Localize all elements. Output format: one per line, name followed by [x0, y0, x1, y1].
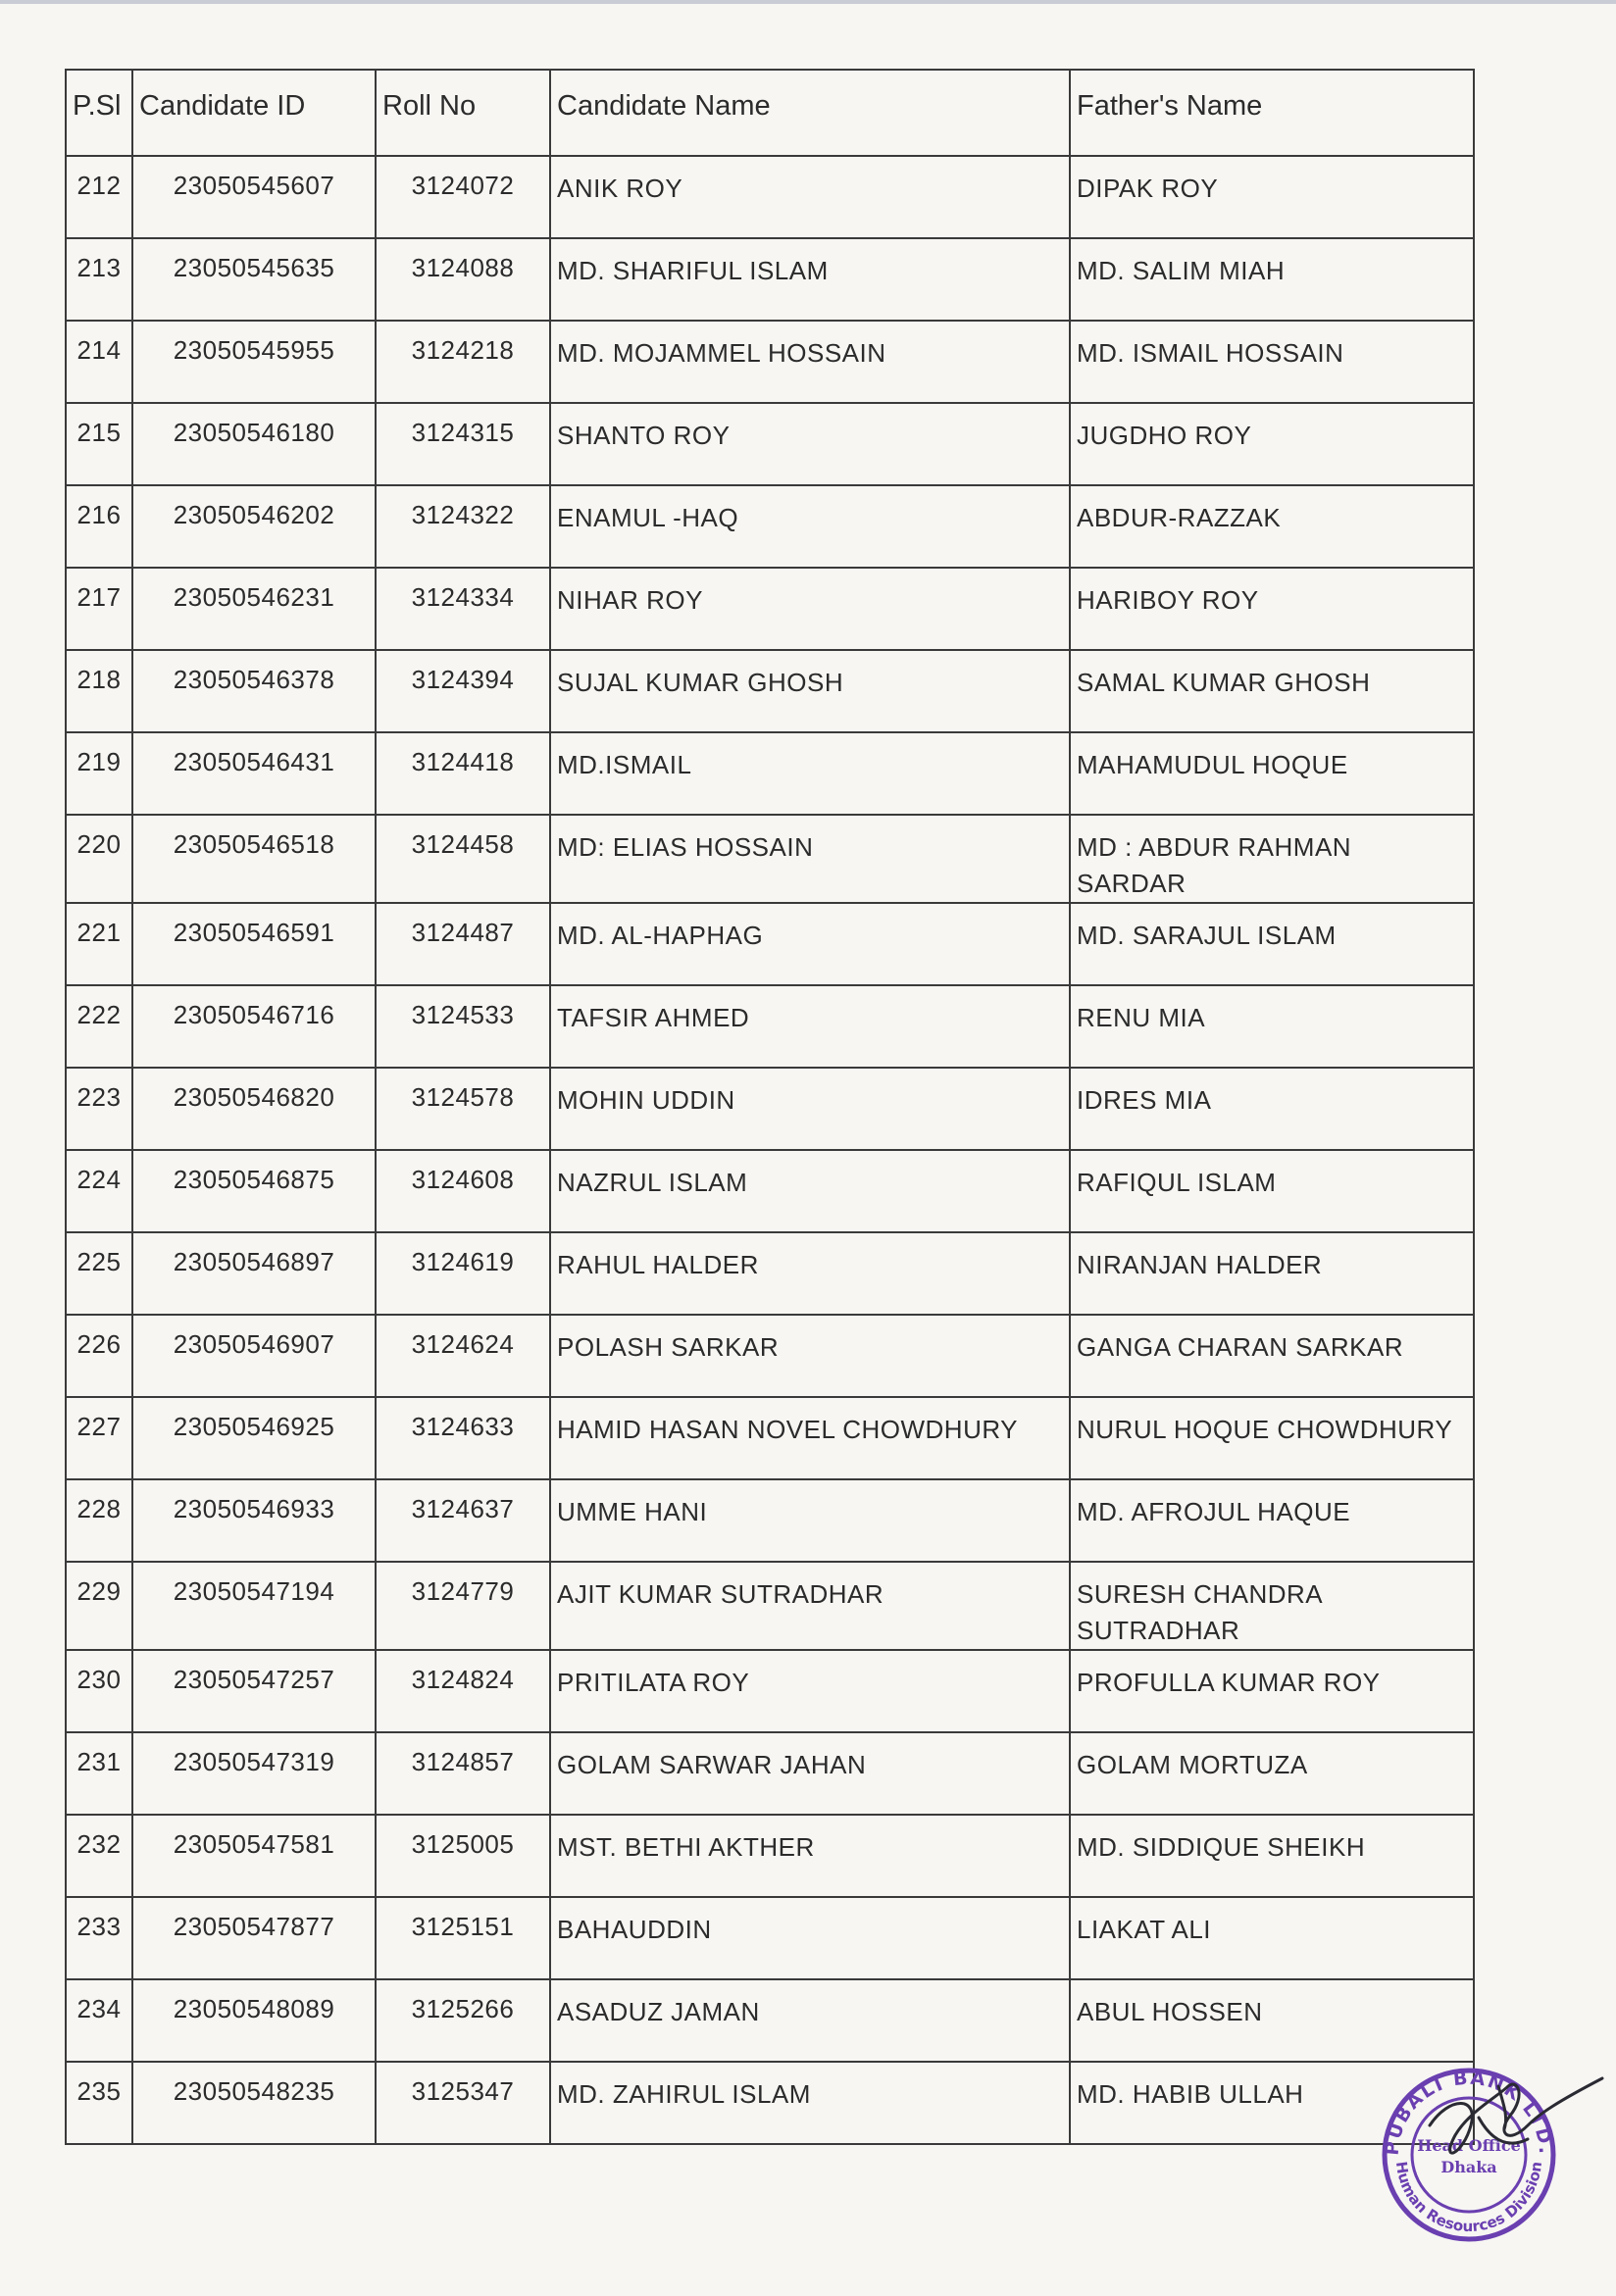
table-row: [66, 1479, 1474, 1562]
header-roll-no: Roll No: [376, 70, 550, 156]
cell-psl: 213: [66, 238, 132, 321]
cell-candidate-name: GOLAM SARWAR JAHAN: [550, 1732, 1070, 1815]
cell-candidate-name: MD. SHARIFUL ISLAM: [550, 238, 1070, 321]
cell-candidate-id: 23050547257: [132, 1650, 376, 1732]
cell-candidate-id: 23050546591: [132, 903, 376, 985]
table-row: [66, 485, 1474, 568]
cell-psl: 231: [66, 1732, 132, 1815]
cell-candidate-id: 23050547319: [132, 1732, 376, 1815]
cell-fathers-name: NURUL HOQUE CHOWDHURY: [1070, 1397, 1474, 1479]
table-row: [66, 403, 1474, 485]
cell-psl: 225: [66, 1232, 132, 1315]
cell-candidate-name: SUJAL KUMAR GHOSH: [550, 650, 1070, 732]
cell-psl: 235: [66, 2062, 132, 2144]
cell-candidate-name: MD. ZAHIRUL ISLAM: [550, 2062, 1070, 2144]
cell-fathers-name: MD : ABDUR RAHMAN SARDAR: [1070, 815, 1474, 903]
table-row: [66, 238, 1474, 321]
cell-candidate-id: 23050546875: [132, 1150, 376, 1232]
table-row: [66, 815, 1474, 903]
cell-roll-no: 3124334: [376, 568, 550, 650]
cell-psl: 230: [66, 1650, 132, 1732]
header-psl: P.Sl: [66, 70, 132, 156]
cell-candidate-id: 23050547194: [132, 1562, 376, 1650]
cell-fathers-name: SAMAL KUMAR GHOSH: [1070, 650, 1474, 732]
cell-candidate-id: 23050546820: [132, 1068, 376, 1150]
cell-candidate-name: MD: ELIAS HOSSAIN: [550, 815, 1070, 903]
cell-psl: 220: [66, 815, 132, 903]
cell-candidate-id: 23050546518: [132, 815, 376, 903]
cell-psl: 218: [66, 650, 132, 732]
cell-candidate-id: 23050547581: [132, 1815, 376, 1897]
seal-bottom-text: Human Resources Division: [1391, 2160, 1546, 2236]
cell-roll-no: 3124458: [376, 815, 550, 903]
cell-candidate-id: 23050548089: [132, 1979, 376, 2062]
cell-fathers-name: JUGDHO ROY: [1070, 403, 1474, 485]
cell-fathers-name: NIRANJAN HALDER: [1070, 1232, 1474, 1315]
table-row: [66, 2062, 1474, 2144]
candidate-table: [65, 69, 1475, 2145]
table-header-row: [66, 70, 1474, 156]
table-row: [66, 1562, 1474, 1650]
cell-psl: 216: [66, 485, 132, 568]
table-row: [66, 1232, 1474, 1315]
cell-roll-no: 3125005: [376, 1815, 550, 1897]
cell-fathers-name: MD. SIDDIQUE SHEIKH: [1070, 1815, 1474, 1897]
cell-candidate-name: ASADUZ JAMAN: [550, 1979, 1070, 2062]
cell-roll-no: 3124619: [376, 1232, 550, 1315]
cell-fathers-name: GANGA CHARAN SARKAR: [1070, 1315, 1474, 1397]
cell-psl: 222: [66, 985, 132, 1068]
cell-roll-no: 3125151: [376, 1897, 550, 1979]
cell-roll-no: 3125266: [376, 1979, 550, 2062]
cell-psl: 228: [66, 1479, 132, 1562]
cell-candidate-id: 23050546202: [132, 485, 376, 568]
cell-roll-no: 3124608: [376, 1150, 550, 1232]
header-candidate-id: Candidate ID: [132, 70, 376, 156]
cell-fathers-name: SURESH CHANDRA SUTRADHAR: [1070, 1562, 1474, 1650]
cell-candidate-id: 23050546933: [132, 1479, 376, 1562]
cell-candidate-id: 23050547877: [132, 1897, 376, 1979]
cell-candidate-id: 23050545607: [132, 156, 376, 238]
cell-candidate-id: 23050546897: [132, 1232, 376, 1315]
cell-candidate-id: 23050546231: [132, 568, 376, 650]
cell-fathers-name: MD. SALIM MIAH: [1070, 238, 1474, 321]
cell-roll-no: 3124315: [376, 403, 550, 485]
seal-top-text: PUBALI BANK LTD.: [1381, 2067, 1557, 2157]
table-row: [66, 732, 1474, 815]
cell-fathers-name: RENU MIA: [1070, 985, 1474, 1068]
cell-candidate-name: PRITILATA ROY: [550, 1650, 1070, 1732]
table-row: [66, 1897, 1474, 1979]
table-row: [66, 1732, 1474, 1815]
cell-roll-no: 3124218: [376, 321, 550, 403]
cell-psl: 217: [66, 568, 132, 650]
cell-candidate-name: AJIT KUMAR SUTRADHAR: [550, 1562, 1070, 1650]
cell-candidate-id: 23050546907: [132, 1315, 376, 1397]
seal-middle-text-1: Head Office: [1417, 2136, 1521, 2155]
cell-roll-no: 3124418: [376, 732, 550, 815]
cell-fathers-name: PROFULLA KUMAR ROY: [1070, 1650, 1474, 1732]
cell-psl: 234: [66, 1979, 132, 2062]
cell-roll-no: 3124779: [376, 1562, 550, 1650]
cell-fathers-name: DIPAK ROY: [1070, 156, 1474, 238]
cell-fathers-name: MD. ISMAIL HOSSAIN: [1070, 321, 1474, 403]
cell-roll-no: 3124857: [376, 1732, 550, 1815]
table-row: [66, 321, 1474, 403]
cell-roll-no: 3124578: [376, 1068, 550, 1150]
cell-psl: 224: [66, 1150, 132, 1232]
cell-fathers-name: MD. AFROJUL HAQUE: [1070, 1479, 1474, 1562]
table-row: [66, 1315, 1474, 1397]
cell-psl: 229: [66, 1562, 132, 1650]
cell-candidate-id: 23050545955: [132, 321, 376, 403]
cell-psl: 223: [66, 1068, 132, 1150]
cell-fathers-name: LIAKAT ALI: [1070, 1897, 1474, 1979]
table-row: [66, 985, 1474, 1068]
cell-fathers-name: IDRES MIA: [1070, 1068, 1474, 1150]
cell-psl: 226: [66, 1315, 132, 1397]
cell-candidate-id: 23050546925: [132, 1397, 376, 1479]
cell-candidate-id: 23050545635: [132, 238, 376, 321]
table-row: [66, 568, 1474, 650]
scan-top-border: [0, 0, 1616, 4]
table-row: [66, 650, 1474, 732]
cell-candidate-name: HAMID HASAN NOVEL CHOWDHURY: [550, 1397, 1070, 1479]
cell-candidate-id: 23050548235: [132, 2062, 376, 2144]
cell-psl: 227: [66, 1397, 132, 1479]
cell-psl: 212: [66, 156, 132, 238]
cell-psl: 221: [66, 903, 132, 985]
cell-candidate-name: MD. AL-HAPHAG: [550, 903, 1070, 985]
cell-candidate-id: 23050546431: [132, 732, 376, 815]
cell-fathers-name: MAHAMUDUL HOQUE: [1070, 732, 1474, 815]
cell-candidate-name: ENAMUL -HAQ: [550, 485, 1070, 568]
cell-roll-no: 3124637: [376, 1479, 550, 1562]
cell-candidate-name: NIHAR ROY: [550, 568, 1070, 650]
bank-seal-stamp: [1361, 2057, 1606, 2253]
table-row: [66, 156, 1474, 238]
cell-candidate-name: MOHIN UDDIN: [550, 1068, 1070, 1150]
cell-roll-no: 3124088: [376, 238, 550, 321]
cell-roll-no: 3124394: [376, 650, 550, 732]
table-row: [66, 1815, 1474, 1897]
cell-fathers-name: MD. HABIB ULLAH: [1070, 2062, 1474, 2144]
header-candidate-name: Candidate Name: [550, 70, 1070, 156]
cell-fathers-name: ABUL HOSSEN: [1070, 1979, 1474, 2062]
cell-candidate-name: UMME HANI: [550, 1479, 1070, 1562]
table-row: [66, 1150, 1474, 1232]
cell-candidate-name: POLASH SARKAR: [550, 1315, 1070, 1397]
cell-candidate-name: MD. MOJAMMEL HOSSAIN: [550, 321, 1070, 403]
cell-candidate-id: 23050546180: [132, 403, 376, 485]
cell-roll-no: 3124633: [376, 1397, 550, 1479]
cell-fathers-name: RAFIQUL ISLAM: [1070, 1150, 1474, 1232]
cell-candidate-id: 23050546378: [132, 650, 376, 732]
cell-psl: 214: [66, 321, 132, 403]
cell-roll-no: 3125347: [376, 2062, 550, 2144]
cell-candidate-name: MD.ISMAIL: [550, 732, 1070, 815]
table-row: [66, 903, 1474, 985]
cell-fathers-name: GOLAM MORTUZA: [1070, 1732, 1474, 1815]
cell-candidate-name: MST. BETHI AKTHER: [550, 1815, 1070, 1897]
header-fathers-name: Father's Name: [1070, 70, 1474, 156]
cell-roll-no: 3124072: [376, 156, 550, 238]
cell-candidate-name: NAZRUL ISLAM: [550, 1150, 1070, 1232]
cell-fathers-name: MD. SARAJUL ISLAM: [1070, 903, 1474, 985]
cell-psl: 219: [66, 732, 132, 815]
cell-roll-no: 3124322: [376, 485, 550, 568]
cell-psl: 233: [66, 1897, 132, 1979]
cell-candidate-name: BAHAUDDIN: [550, 1897, 1070, 1979]
cell-roll-no: 3124533: [376, 985, 550, 1068]
cell-candidate-name: TAFSIR AHMED: [550, 985, 1070, 1068]
cell-roll-no: 3124487: [376, 903, 550, 985]
cell-candidate-name: RAHUL HALDER: [550, 1232, 1070, 1315]
table-row: [66, 1397, 1474, 1479]
table-row: [66, 1979, 1474, 2062]
seal-middle-text-2: Dhaka: [1440, 2158, 1497, 2176]
cell-fathers-name: HARIBOY ROY: [1070, 568, 1474, 650]
cell-candidate-id: 23050546716: [132, 985, 376, 1068]
cell-fathers-name: ABDUR-RAZZAK: [1070, 485, 1474, 568]
cell-candidate-name: ANIK ROY: [550, 156, 1070, 238]
cell-roll-no: 3124824: [376, 1650, 550, 1732]
table-row: [66, 1068, 1474, 1150]
cell-psl: 215: [66, 403, 132, 485]
table-row: [66, 1650, 1474, 1732]
cell-roll-no: 3124624: [376, 1315, 550, 1397]
cell-candidate-name: SHANTO ROY: [550, 403, 1070, 485]
cell-psl: 232: [66, 1815, 132, 1897]
